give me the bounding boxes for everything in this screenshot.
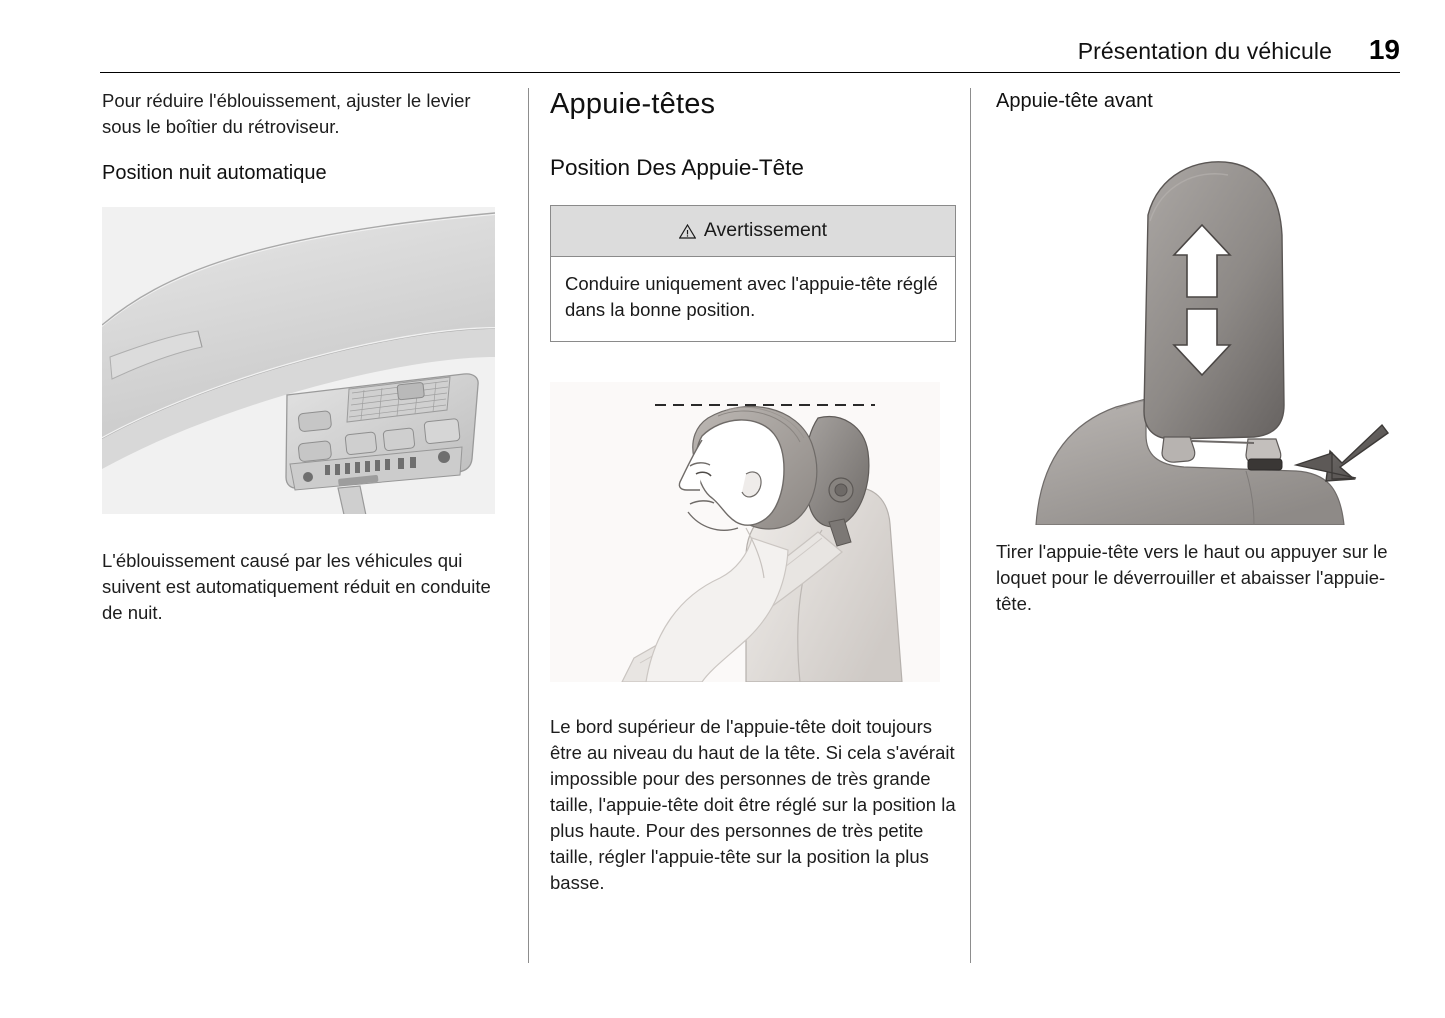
interior-rearview-mirror-and-overhead-console-illustration [102, 207, 495, 514]
auto-night-position-heading: Position nuit automatique [102, 162, 327, 184]
warning-text: Conduire uniquement avec l'appuie-tête réglé dans la bonne position. [551, 257, 955, 341]
page-header-row [100, 34, 1400, 73]
front-head-restraint-adjustment-illustration [996, 135, 1396, 525]
mirror-intro-paragraph: Pour réduire l'éblouissement, ajuster le levier sous le boîtier du rétroviseur. [102, 90, 471, 137]
warning-label: Avertissement [703, 219, 828, 241]
auto-night-position-paragraph: L'éblouissement causé par les véhicules qui suivent est automatiquement réduit en conduite de nuit. [102, 550, 491, 623]
subheading-front-head-restraint: Appuie-tête avant [996, 90, 1153, 112]
column-divider-2 [970, 88, 971, 963]
subheading-head-restraint-position: Position Des Appuie-Tête [550, 155, 804, 180]
warning-box [550, 205, 956, 342]
head-restraint-height-alignment-illustration [550, 382, 940, 682]
warning-triangle-icon [679, 224, 696, 239]
column-1 [102, 88, 497, 626]
page-title: Présentation du véhicule [1077, 38, 1332, 64]
page-number: 19 [1368, 34, 1400, 65]
column-2 [550, 88, 960, 896]
warning-box-header [551, 206, 955, 257]
column-divider-1 [528, 88, 529, 963]
section-heading-head-restraints: Appuie-têtes [550, 88, 716, 120]
column-3 [996, 88, 1396, 617]
page-header [100, 34, 1400, 74]
head-restraint-position-paragraph: Le bord supérieur de l'appuie-tête doit toujours être au niveau du haut de la tête. Si cela s'avérait impossible pour des personnes de très grande taille, l'appuie-tête doit être réglé sur la position la plus haute. Pour des personnes de très petite taille, régler l'appuie-tête sur la position la plus basse. [550, 716, 956, 893]
front-head-restraint-paragraph: Tirer l'appuie-tête vers le haut ou appuyer sur le loquet pour le déverrouiller et abaisser l'appuie-tête. [996, 541, 1388, 614]
